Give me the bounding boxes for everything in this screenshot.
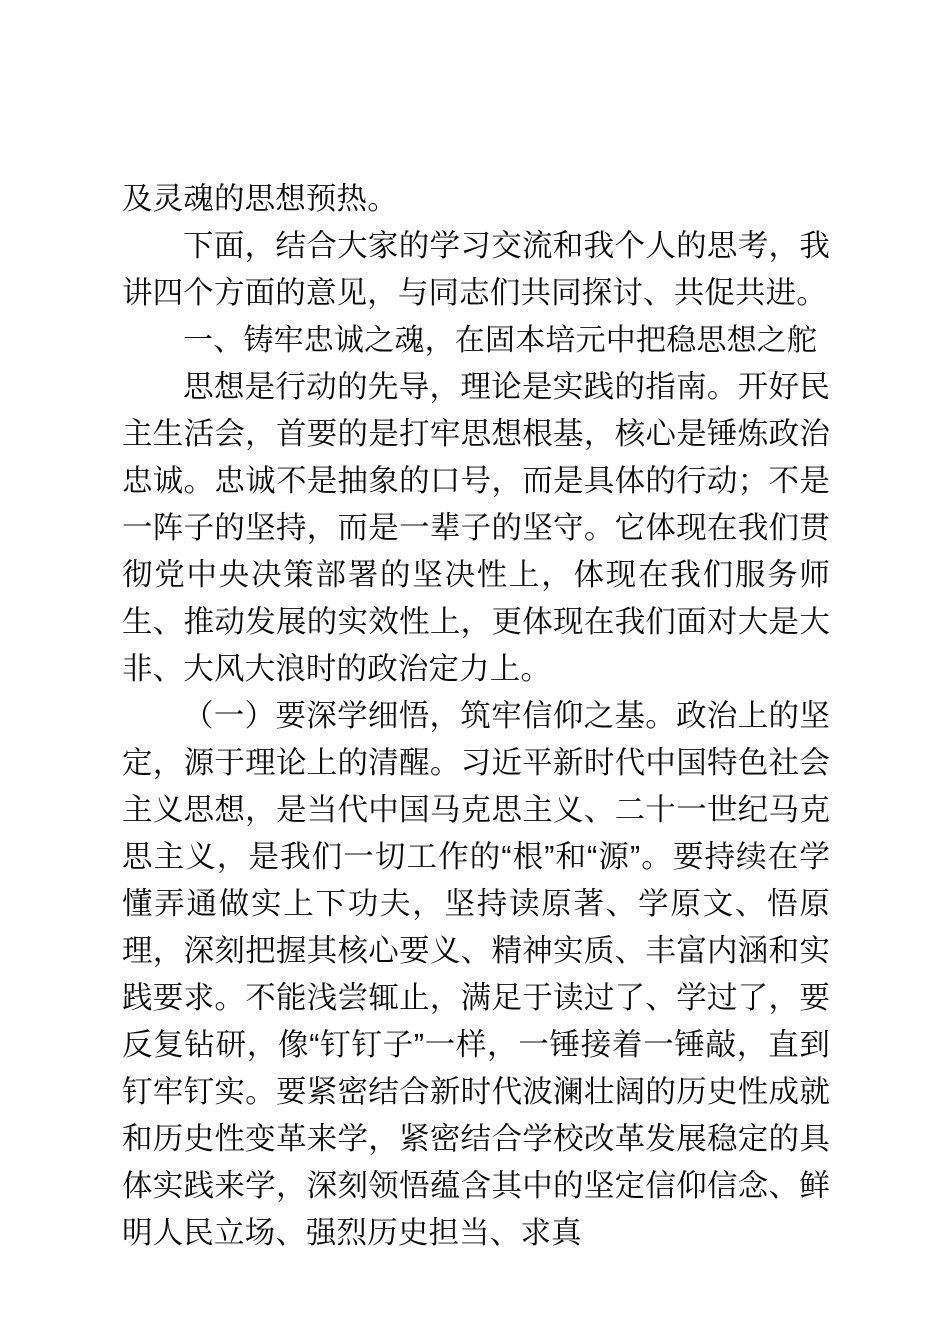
- paragraph-intro: 下面，结合大家的学习交流和我个人的思考，我讲四个方面的意见，与同志们共同探讨、共促共进。: [122, 229, 830, 310]
- paragraph-subsection-one: （一）要深学细悟，筑牢信仰之基。政治上的坚定，源于理论上的清醒。习近平新时代中国特色社会主义思想，是当代中国马克思主义、二十一世纪马克思主义，是我们一切工作的“根”和“源”。要持续在学懂弄通做实上下功夫，坚持读原著、学原文、悟原理，深刻把握其核心要义、精神实质、丰富内涵和实践要求。不能浅尝辄止，满足于读过了、学过了，要反复钻研，像“钉钉子”一样，一锤接着一锤敲，直到钉牢钉实。要紧密结合新时代波澜壮阔的历史性成就和历史性变革来学，紧密结合学校改革发展稳定的具体实践来学，深刻领悟蕴含其中的坚定信仰信念、鲜明人民立场、强烈历史担当、求真: [122, 699, 830, 1250]
- paragraph-continuation: 及灵魂的思想预热。: [122, 182, 398, 216]
- paragraph-thought-guidance: 思想是行动的先导，理论是实践的指南。开好民主生活会，首要的是打牢思想根基，核心是锤炼政治忠诚。忠诚不是抽象的口号，而是具体的行动；不是一阵子的坚持，而是一辈子的坚守。它体现在我们贯彻党中央决策部署的坚决性上，体现在我们服务师生、推动发展的实效性上，更体现在我们面对大是大非、大风大浪时的政治定力上。: [122, 370, 830, 686]
- section-heading-one: 一、铸牢忠诚之魂，在固本培元中把稳思想之舵: [183, 323, 818, 358]
- text-column: [122, 176, 830, 1257]
